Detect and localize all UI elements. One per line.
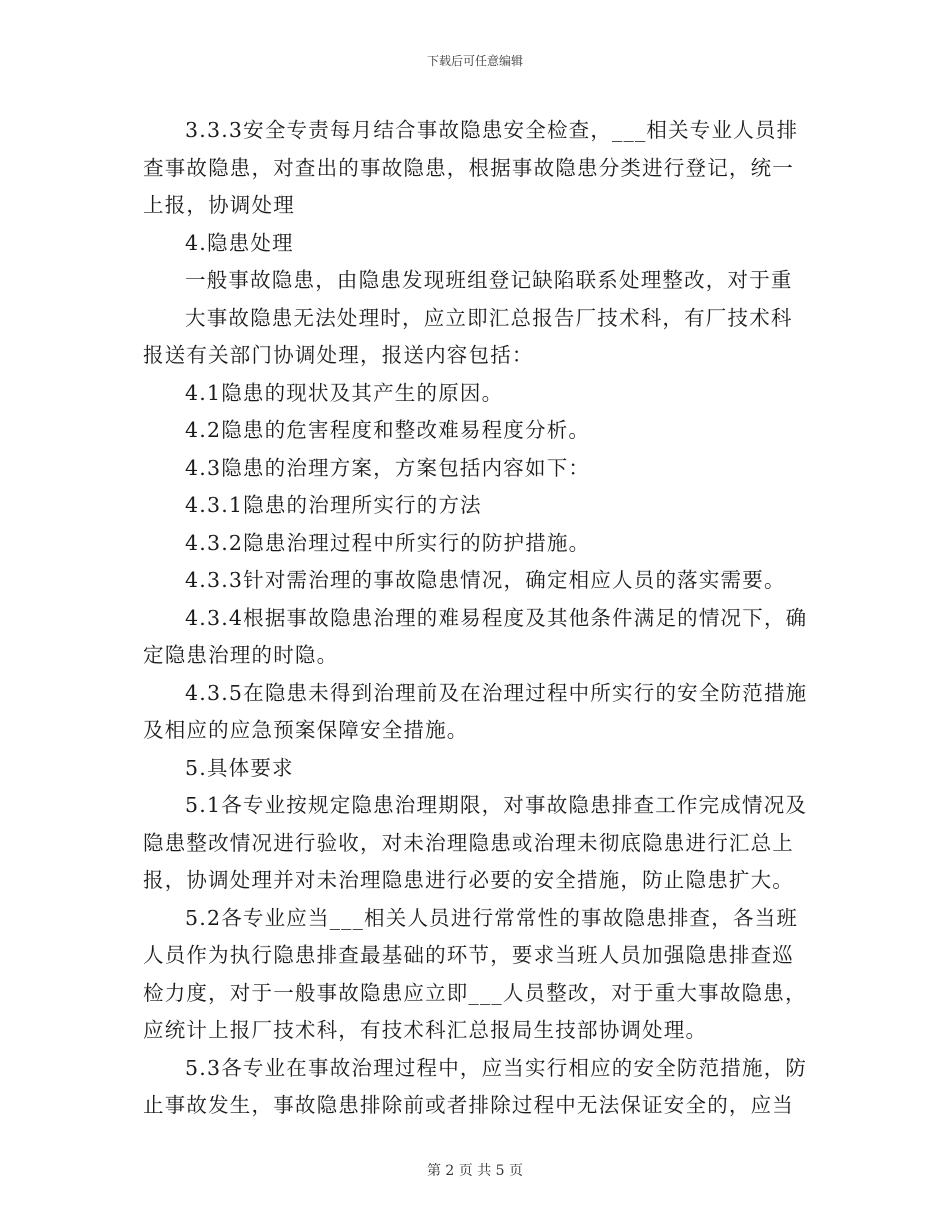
item-5-1-cont-1: 隐患整改情况进行验收，对未治理隐患或治理未彻底隐患进行汇总上 (143, 830, 794, 855)
page-header: 下载后可任意编辑 (426, 54, 523, 68)
document-body (143, 112, 809, 1125)
item-5-1: 5.1各专业按规定隐患治理期限，对事故隐患排查工作完成情况及 (185, 793, 808, 817)
item-5-2: 5.2各专业应当___相关人员进行常常性的事故隐患排查，各当班 (185, 905, 799, 930)
item-4-3-5: 4.3.5在隐患未得到治理前及在治理过程中所实行的安全防范措施 (185, 680, 808, 705)
body-line-2: 查事故隐患，对查出的事故隐患，根据事故隐患分类进行登记，统一 (143, 155, 794, 180)
body-line-7: 报送有关部门协调处理，报送内容包括： (143, 343, 534, 367)
body-line-1: 3.3.3安全专责每月结合事故隐患安全检查，___相关专业人员排 (185, 118, 799, 142)
item-4-3-3: 4.3.3针对需治理的事故隐患情况，确定相应人员的落实需要。 (185, 568, 786, 592)
item-4-3: 4.3隐患的治理方案，方案包括内容如下： (185, 455, 591, 480)
item-4-3-2: 4.3.2隐患治理过程中所实行的防护措施。 (185, 530, 591, 555)
item-4-1: 4.1隐患的现状及其产生的原因。 (185, 380, 504, 405)
section-heading-4: 4.隐患处理 (185, 230, 294, 255)
item-5-2-cont-2: 检力度，对于一般事故隐患应立即___人员整改，对于重大事故隐患， (143, 980, 807, 1005)
item-4-3-1: 4.3.1隐患的治理所实行的方法 (185, 493, 482, 517)
body-line-6: 大事故隐患无法处理时，应立即汇总报告厂技术科，有厂技术科 (185, 305, 793, 330)
item-4-3-5-cont: 及相应的应急预案保障安全措施。 (143, 718, 469, 742)
item-5-2-cont-1: 人员作为执行隐患排查最基础的环节，要求当班人员加强隐患排查巡 (143, 943, 794, 967)
item-5-2-cont-3: 应统计上报厂技术科，有技术科汇总报局生技部协调处理。 (143, 1018, 708, 1042)
page-footer: 第 2 页 共 5 页 (426, 1163, 524, 1179)
section-heading-5: 5.具体要求 (185, 755, 294, 780)
item-4-2: 4.2隐患的危害程度和整改难易程度分析。 (185, 418, 591, 442)
item-4-3-4: 4.3.4根据事故隐患治理的难易程度及其他条件满足的情况下，确 (185, 605, 808, 630)
item-5-3-cont-1: 止事故发生，事故隐患排除前或者排除过程中无法保证安全的，应当 (143, 1093, 794, 1117)
item-4-3-4-cont: 定隐患治理的时隐。 (143, 643, 339, 667)
body-line-5: 一般事故隐患，由隐患发现班组登记缺陷联系处理整改，对于重 (185, 268, 793, 292)
item-5-3: 5.3各专业在事故治理过程中，应当实行相应的安全防范措施，防 (185, 1055, 808, 1080)
item-5-1-cont-2: 报，协调处理并对未治理隐患进行必要的安全措施，防止隐患扩大。 (143, 868, 794, 892)
body-line-3: 上报，协调处理 (143, 193, 295, 217)
